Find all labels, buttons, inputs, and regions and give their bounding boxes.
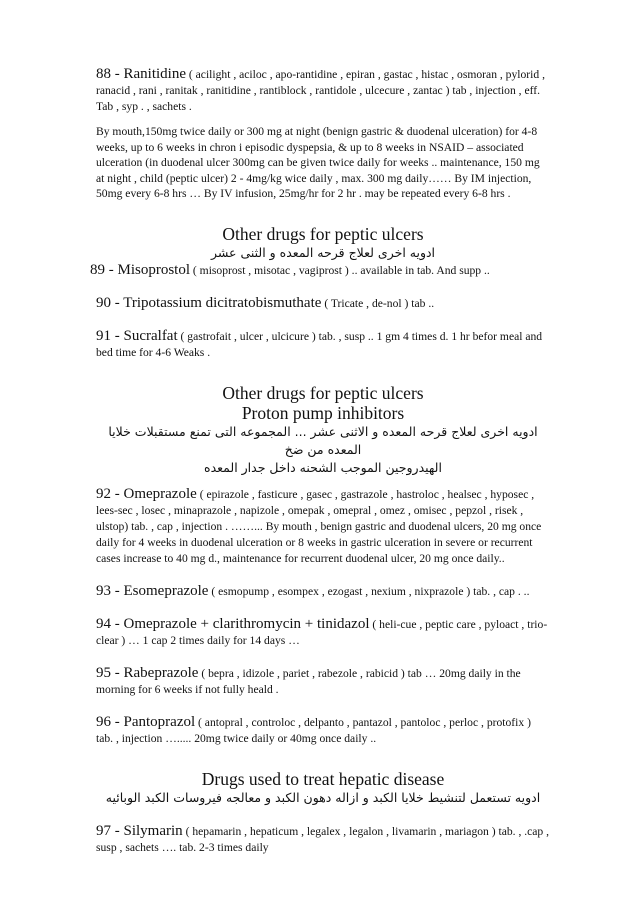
- drug-name: 88 - Ranitidine: [96, 66, 186, 82]
- section-heading: Drugs used to treat hepatic disease: [201, 768, 445, 789]
- drug-brands: ( Tricate , de-nol ) tab ..: [321, 296, 435, 310]
- drug-entry-92: [96, 486, 550, 567]
- drug-name: 94 - Omeprazole + clarithromycin + tinidazol: [96, 615, 370, 632]
- drug-dosage-88: By mouth,150mg twice daily or 300 mg at night (benign gastric & duodenal ulceration) for 4-8 weeks, up to 6 weeks in chron i episodic dyspepsia, & up to 8 weeks in NSAID – associated ulceration (in duodenal ulcer 300mg can be given twice daily for weeks .. maintenance, 150 mg at night , child (peptic ulcer) 2 - 4mg/kg wice daily , max. 300 mg daily…… By IM injection, 50mg every 6-8 hrs … By IV infusion, 25mg/hr for 2 hr . may be repeated every 6-8 hrs .: [96, 125, 540, 200]
- document-page: [90, 66, 550, 856]
- drug-entry-94: [96, 616, 550, 649]
- drug-entry-95: [96, 665, 550, 698]
- section-heading: Other drugs for peptic ulcers: [222, 382, 424, 403]
- drug-name: 91 - Sucralfat: [96, 327, 178, 344]
- drug-brands: ( hepamarin , hepaticum , legalex , legalon , livamarin , mariagon ) tab. , .cap , susp , sachets …. tab. 2-3 times daily: [96, 824, 550, 854]
- drug-brands: ( acilight , aciloc , apo-rantidine , epiran , gastac , histac , osmoran , pylorid , ranacid , rani , ranitak , ranitidine , rantiblock , rantidole , ulcecure , zantac ) tab , injection , eff. Tab , syp . , sachets .: [96, 68, 545, 113]
- drug-entry-96: [96, 714, 550, 747]
- drug-entry-89: [90, 262, 550, 279]
- drug-name: 93 - Esomeprazole: [96, 582, 209, 599]
- drug-entry-91: [96, 328, 550, 361]
- drug-brands: ( epirazole , fasticure , gasec , gastrazole , hastroloc , healsec , hyposec , lees-sec , losec , minaprazole , napizole , omepak , omepral , omez , omisec , pepzol , risek , ulstop) tab. , cap , injection . ……... By mouth , benign gastric and duodenal ulcers, 20 mg once daily for 4 weeks in duodenal ulceration or 8 weeks in gastric ulceration in severe or recurrent cases increase to 40 mg d., maintenance for recurrent duodenal ulcer, 20 mg once daily..: [96, 487, 542, 565]
- drug-name: 97 - Silymarin: [96, 822, 183, 839]
- drug-name: 89 - Misoprostol: [90, 261, 191, 278]
- section-arabic-line2: الهيدروجين الموجب الشحنه داخل جدار المعده: [204, 459, 442, 475]
- section-arabic-line1: ادويه اخرى لعلاج قرحه المعده و الاثنى عشر ... المجموعه التى تمنع مستقبلات خلايا المعده من ضخ: [108, 423, 538, 457]
- drug-entry-97: [96, 823, 550, 856]
- drug-entry-88: [96, 66, 550, 115]
- drug-name: 95 - Rabeprazole: [96, 664, 199, 681]
- drug-entry-90: [96, 295, 550, 312]
- drug-brands: ( misoprost , misotac , vagiprost ) .. available in tab. And supp ..: [190, 263, 490, 277]
- drug-brands: ( heli-cue , peptic care , pyloact , trio-clear ) … 1 cap 2 times daily for 14 days …: [96, 617, 548, 647]
- drug-brands: ( bepra , idizole , pariet , rabezole , rabicid ) tab … 20mg daily in the morning for 6 weeks if not fully heald .: [96, 666, 521, 696]
- drug-brands: ( antopral , controloc , delpanto , pantazol , pantoloc , perloc , protofix ) tab. , injection …..... 20mg twice daily or 40mg once daily ..: [96, 715, 531, 745]
- drug-name: 96 - Pantoprazol: [96, 713, 196, 730]
- section-subheading: Proton pump inhibitors: [241, 402, 405, 423]
- drug-name: 92 - Omeprazole: [96, 485, 197, 502]
- section-heading: Other drugs for peptic ulcers: [222, 223, 424, 244]
- drug-brands: ( gastrofait , ulcer , ulcicure ) tab. , susp .. 1 gm 4 times d. 1 hr befor meal and bed time for 4-6 Weaks .: [96, 329, 543, 359]
- drug-brands: ( esmopump , esompex , ezogast , nexium , nixprazole ) tab. , cap . ..: [208, 584, 530, 598]
- section-arabic: ادويه اخرى لعلاج قرحه المعده و الثنى عشر: [210, 244, 436, 260]
- drug-entry-93: [96, 583, 550, 600]
- section-arabic: ادويه تستعمل لتنشيط خلايا الكبد و ازاله دهون الكبد و معالجه فيروسات الكبد الوبائيه: [105, 789, 541, 805]
- drug-name: 90 - Tripotassium dicitratobismuthate: [96, 294, 322, 311]
